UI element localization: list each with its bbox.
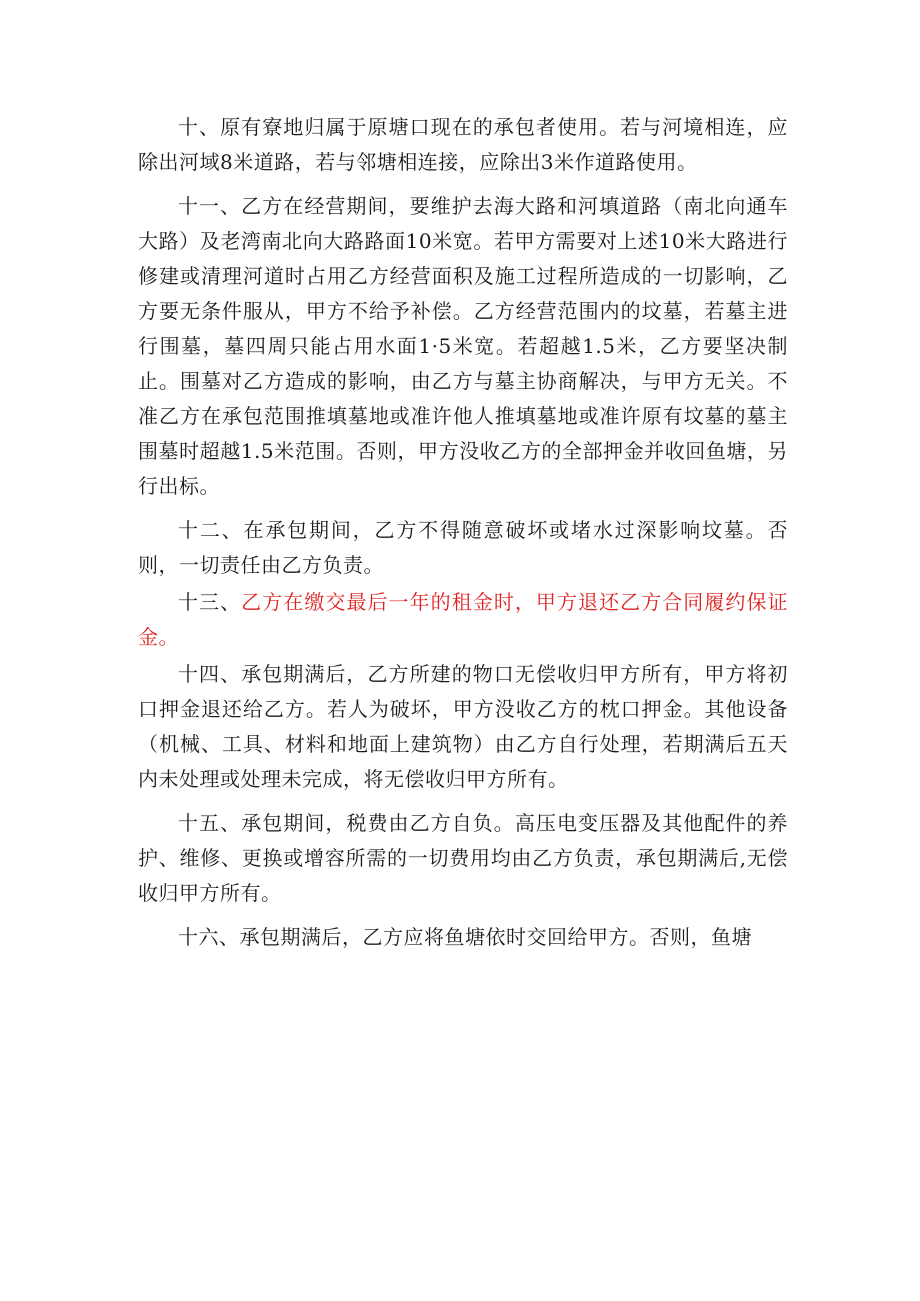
clause-16: 十六、承包期满后，乙方应将鱼塘依时交回给甲方。否则，鱼塘: [178, 925, 752, 949]
clause-14: 十四、承包期满后，乙方所建的物口无偿收归甲方所有，甲方将初口押金退还给乙方。若人为破坏，甲方没收乙方的枕口押金。其他设备（机械、工具、材料和地面上建筑物）由乙方自行处理，若期满后五天内未处理或处理未完成，将无偿收归甲方所有。: [138, 662, 788, 791]
clause-15: 十五、承包期间，税费由乙方自负。高压电变压器及其他配件的养护、维修、更换或增容所需的一切费用均由乙方负责，承包期满后,无偿收归甲方所有。: [138, 811, 788, 905]
document-body: [138, 110, 788, 955]
clause-11: 十一、乙方在经营期间，要维护去海大路和河填道路（南北向通车大路）及老湾南北向大路路面10米宽。若甲方需要对上述10米大路进行修建或清理河道时占用乙方经营面积及施工过程所造成的一切影响，乙方要无条件服从，甲方不给予补偿。乙方经营范围内的坟墓，若墓主进行围墓，墓四周只能占用水面1·5米宽。若超越1.5米，乙方要坚决制止。围墓对乙方造成的影响，由乙方与墓主协商解决，与甲方无关。不准乙方在承包范围推填墓地或准许他人推填墓地或准许原有坟墓的墓主围墓时超越1.5米范围。否则，甲方没收乙方的全部押金并收回鱼塘，另行出标。: [138, 194, 788, 498]
clause-12: 十二、在承包期间，乙方不得随意破坏或堵水过深影响坟墓。否则，一切责任由乙方负责。: [138, 518, 788, 577]
clause-13: [138, 585, 788, 655]
clause-13-highlight: 乙方在缴交最后一年的租金时，甲方退还乙方合同履约保证金。: [138, 590, 789, 649]
clause-13-prefix: 十三、: [178, 590, 242, 614]
clause-10: 十、原有寮地归属于原塘口现在的承包者使用。若与河境相连，应除出河域8米道路，若与邻塘相连接，应除出3米作道路使用。: [138, 115, 788, 174]
